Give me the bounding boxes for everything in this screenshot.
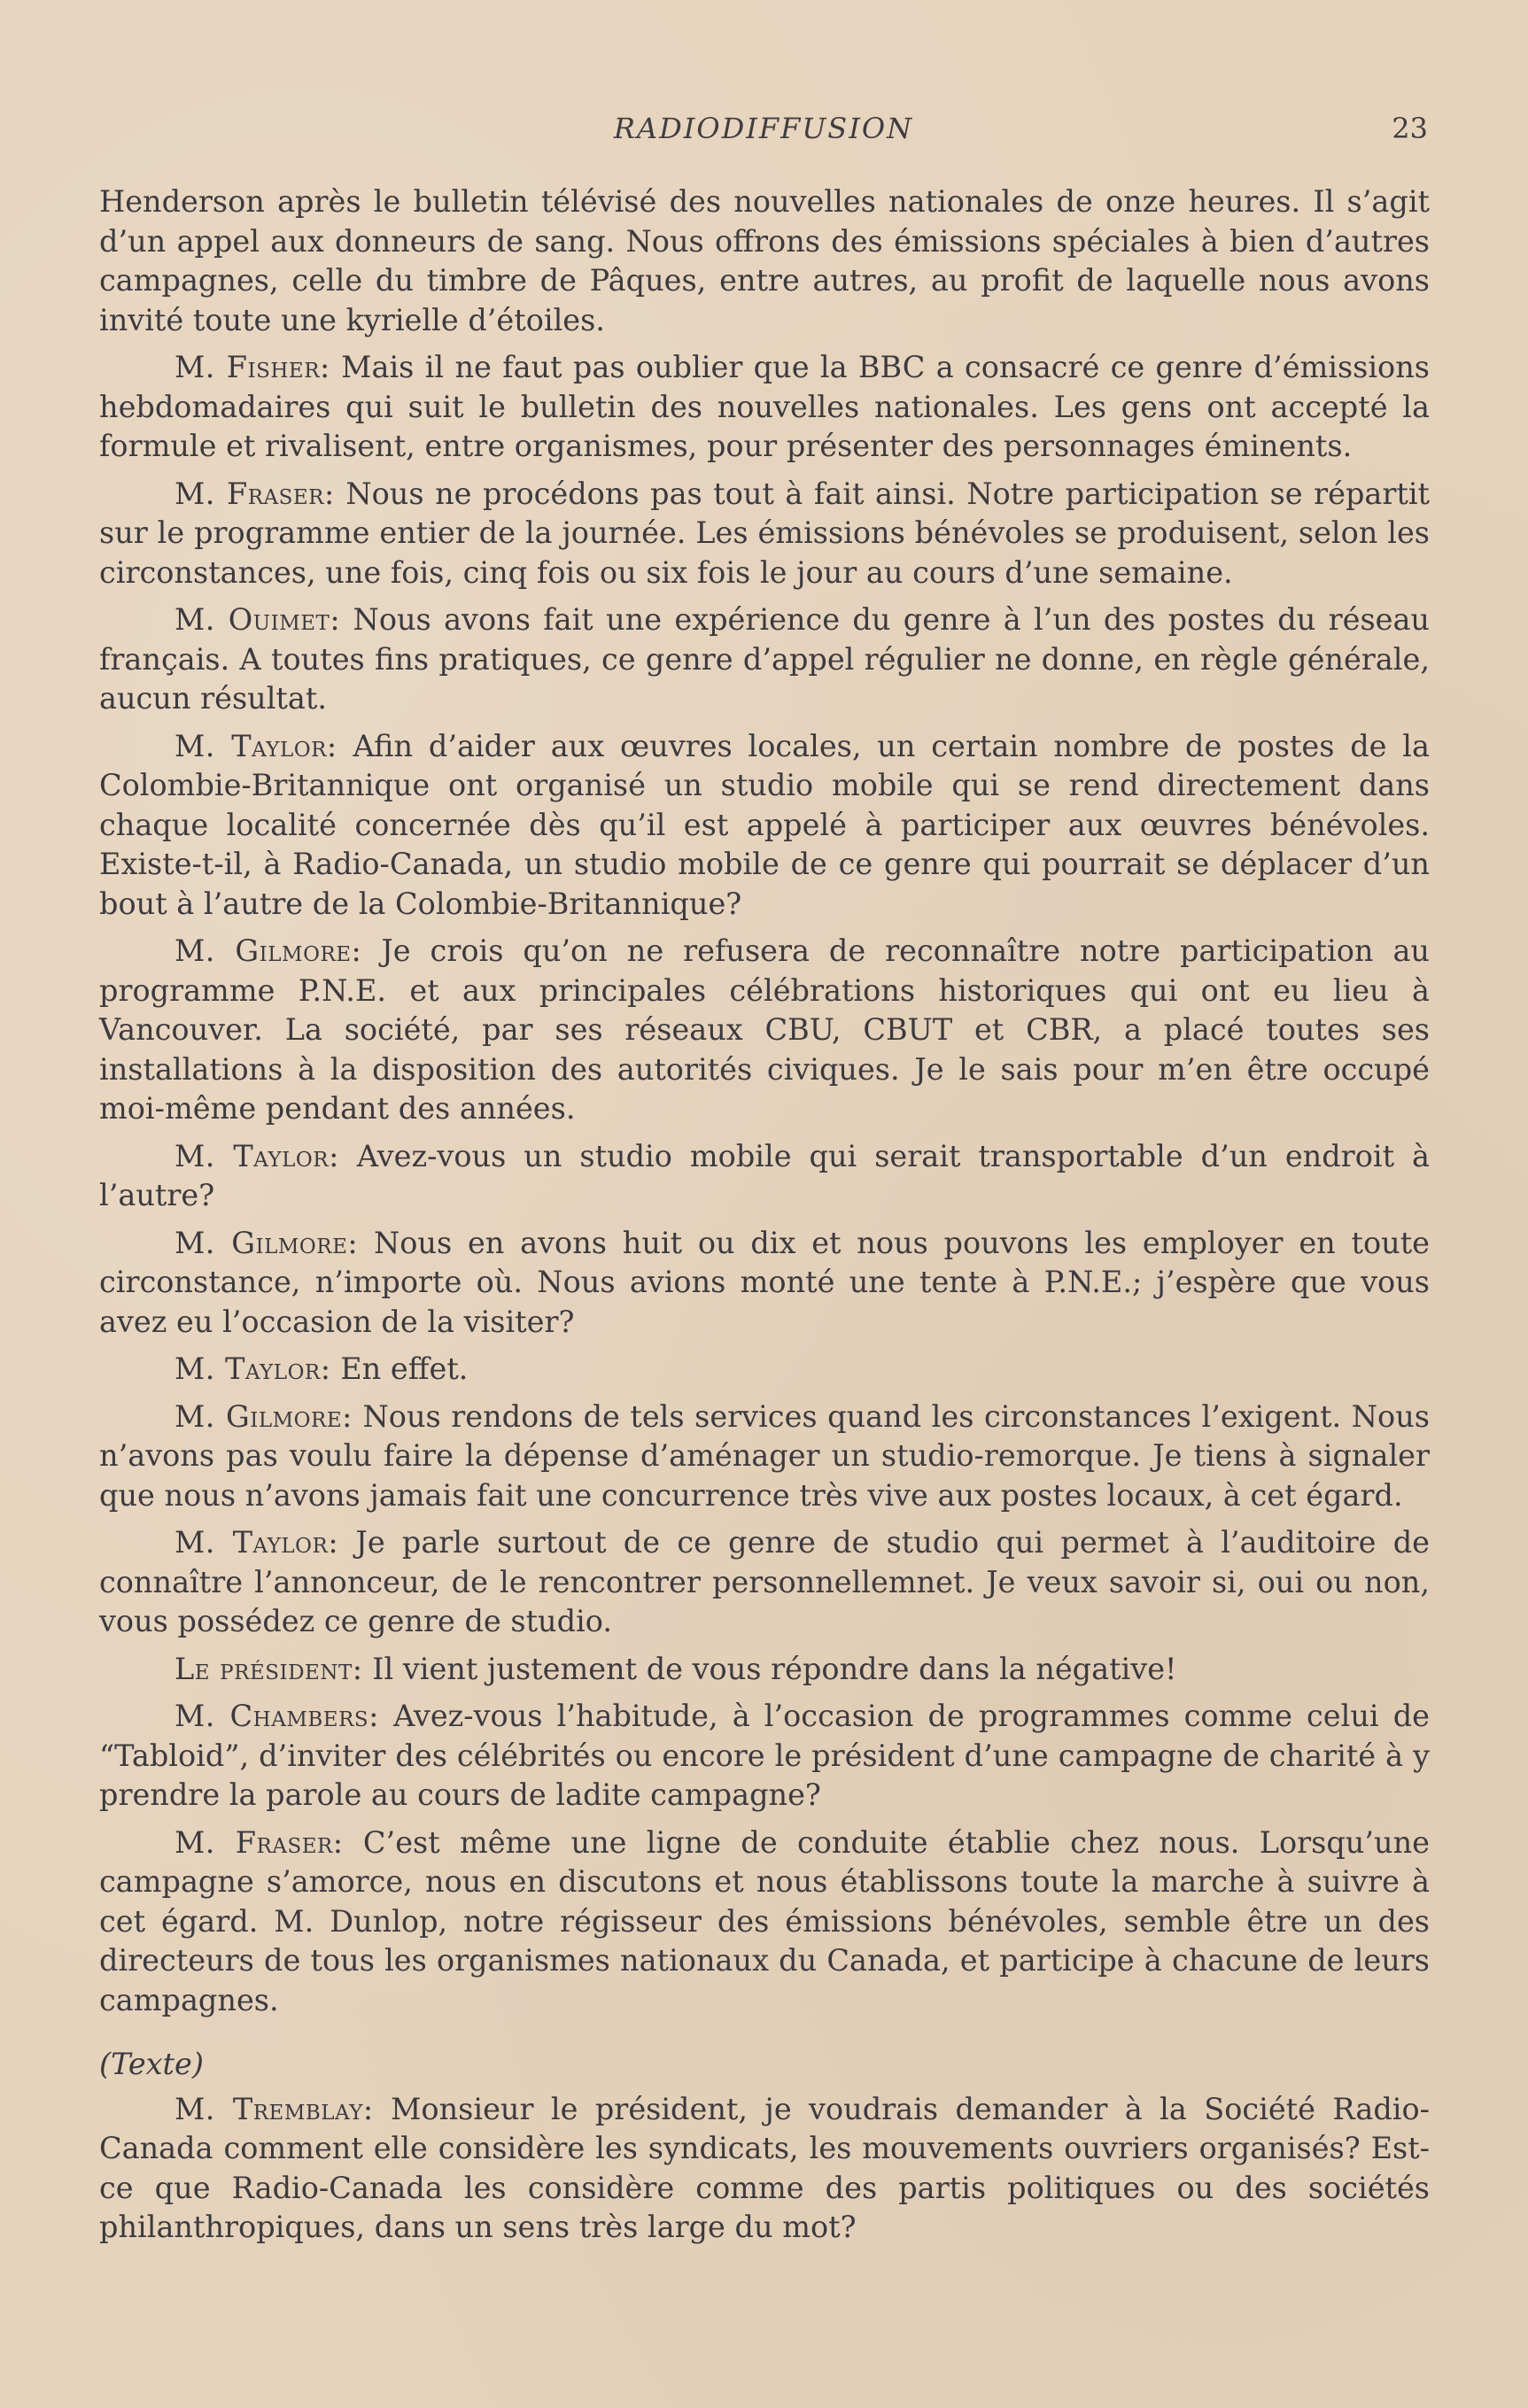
paragraph-fraser (99, 475, 1430, 593)
paragraph-text: Je crois qu’on ne refusera de reconnaître notre participation au programme P.N.E. et aux principales célébrations historiques qui ont eu lieu à Vancouver. La société, par ses réseaux CBU, CBUT et CBR, a placé toutes ses installations à la disposition des autorités civiques. Je le sais pour m’en être occupé moi-même pendant des années. (99, 933, 1430, 1126)
paragraph-gilmore (99, 1224, 1430, 1343)
speaker-name: M. Tremblay: (175, 2091, 374, 2126)
paragraph-gilmore (99, 1398, 1430, 1516)
paragraph-taylor (99, 1137, 1430, 1216)
speaker-name: M. Taylor: (175, 728, 337, 763)
speaker-name: M. Ouimet: (175, 602, 341, 637)
paragraph-text: En effet. (340, 1351, 469, 1386)
speaker-name: M. Gilmore: (175, 1225, 359, 1260)
paragraph-text: Nous en avons huit ou dix et nous pouvons les employer en toute circonstance, n’importe où. Nous avions monté une tente à P.N.E.; j’espère que vous avez eu l’occasion de la visiter? (99, 1225, 1430, 1339)
running-header (99, 106, 1428, 151)
speaker-name: M. Chambers: (175, 1699, 379, 1733)
speaker-name: M. Taylor: (175, 1351, 331, 1386)
body-text (99, 182, 1430, 2256)
speaker-name: M. Fisher: (175, 350, 330, 384)
paragraph-continuation (99, 182, 1430, 340)
paragraph-text: Il vient justement de vous répondre dans la négative! (372, 1651, 1177, 1686)
paragraph-text: Henderson après le bulletin télévisé des nouvelles nationales de onze heures. Il s’agit d’un appel aux donneurs de sang. Nous offrons des émissions spéciales à bien d’autres campagnes, celle du timbre de Pâques, entre autres, au profit de laquelle nous avons invité toute une kyrielle d’étoiles. (99, 184, 1430, 337)
paragraph-text: Avez-vous un studio mobile qui serait transportable d’un endroit à l’autre? (99, 1138, 1430, 1212)
paragraph-text: Avez-vous l’habitude, à l’occasion de programmes comme celui de “Tabloid”, d’inviter des célébrités ou encore le président d’une campagne de charité à y prendre la parole au cours de ladite campagne? (99, 1699, 1430, 1812)
paragraph-taylor (99, 1523, 1430, 1642)
speaker-name: M. Taylor: (175, 1138, 339, 1173)
paragraph-fisher (99, 348, 1430, 467)
paragraph-text: Nous avons fait une expérience du genre à l’un des postes du réseau français. A toutes fins pratiques, ce genre d’appel régulier ne donne, en règle générale, aucun résultat. (99, 602, 1431, 716)
paragraph-text: C’est même une ligne de conduite établie chez nous. Lorsqu’une campagne s’amorce, nous en discutons et nous établissons toute la marche à suivre à cet égard. M. Dunlop, notre régisseur des émissions bénévoles, semble être un des directeurs de tous les organismes nationaux du Canada, et participe à chacune de leurs campagnes. (99, 1824, 1430, 2017)
paragraph-tremblay (99, 2090, 1430, 2248)
section-label: (Texte) (99, 2047, 204, 2081)
paragraph-text: Je parle surtout de ce genre de studio qui permet à l’auditoire de connaître l’annonceur, de le rencontrer personnellemnet. Je veux savoir si, oui ou non, vous possédez ce genre de studio. (99, 1525, 1430, 1638)
paragraph-chambers (99, 1697, 1430, 1816)
paragraph-taylor (99, 1350, 1430, 1390)
page-number: 23 (1392, 112, 1428, 145)
speaker-name: Le président: (175, 1651, 363, 1686)
speaker-name: M. Fraser: (175, 476, 335, 511)
paragraph-president (99, 1650, 1430, 1690)
speaker-name: M. Gilmore: (175, 933, 362, 968)
speaker-name: M. Gilmore: (175, 1398, 353, 1434)
running-title: RADIODIFFUSION (613, 112, 914, 145)
paragraph-ouimet (99, 600, 1430, 719)
paragraph-text: Monsieur le président, je voudrais demander à la Société Radio-Canada comment elle considère les syndicats, les mouvements ouvriers organisés? Est-ce que Radio-Canada les considère comme des partis politiques ou des sociétés philanthropiques, dans un sens très large du mot? (99, 2091, 1430, 2244)
paragraph-text: Nous ne procédons pas tout à fait ainsi. Notre participation se répartit sur le programme entier de la journée. Les émissions bénévoles se produisent, selon les circonstances, une fois, cinq fois ou six fois le jour au cours d’une semaine. (99, 476, 1431, 590)
paragraph-taylor (99, 727, 1430, 925)
paragraph-gilmore (99, 932, 1430, 1129)
speaker-name: M. Taylor: (175, 1525, 339, 1560)
speaker-name: M. Fraser: (175, 1824, 344, 1860)
paragraph-text: Nous rendons de tels services quand les circonstances l’exigent. Nous n’avons pas voulu faire la dépense d’aménager un studio-remorque. Je tiens à signaler que nous n’avons jamais fait une concurrence très vive aux postes locaux, à cet égard. (99, 1398, 1430, 1513)
paragraph-fraser (99, 1823, 1430, 2021)
paragraph-text: Mais il ne faut pas oublier que la BBC a consacré ce genre d’émissions hebdomadaires qui suit le bulletin des nouvelles nationales. Les gens ont accepté la formule et rivalisent, entre organismes, pour présenter des personnages éminents. (99, 350, 1430, 463)
paragraph-text: Afin d’aider aux œuvres locales, un certain nombre de postes de la Colombie-Britannique ont organisé un studio mobile qui se rend directement dans chaque localité concernée dès qu’il est appelé à participer aux œuvres bénévoles. Existe-t-il, à Radio-Canada, un studio mobile de ce genre qui pourrait se déplacer d’un bout à l’autre de la Colombie-Britannique? (99, 728, 1430, 921)
